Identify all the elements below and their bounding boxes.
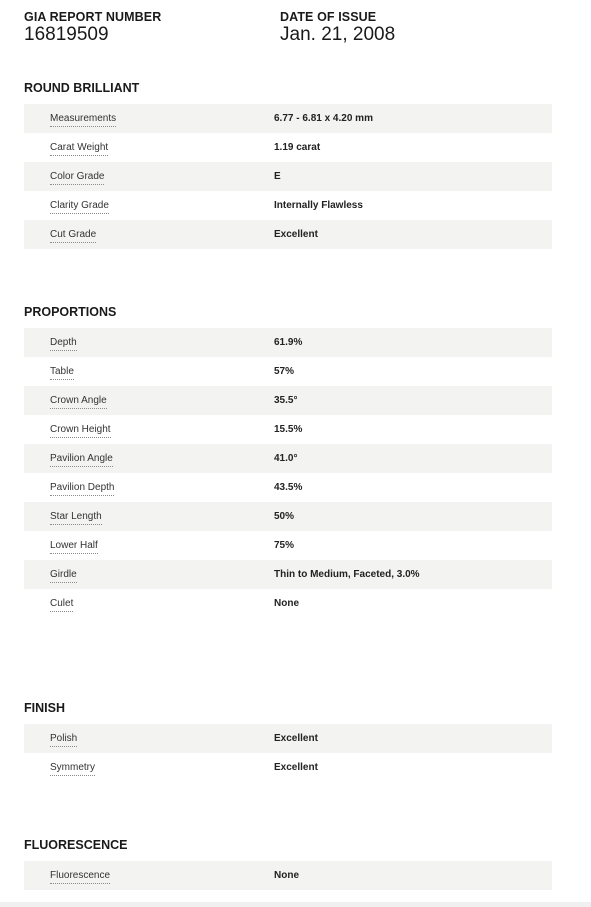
report-number-label: GIA REPORT NUMBER [24,10,162,24]
row-value: Excellent [274,762,318,773]
row-label[interactable]: Depth [50,337,77,351]
section-finish [24,700,552,782]
row-value: 43.5% [274,482,303,493]
row-label[interactable]: Polish [50,733,77,747]
grading-row [24,502,552,531]
row-value: 35.5° [274,395,298,406]
row-value: 61.9% [274,337,303,348]
grading-row [24,386,552,415]
issue-date-block [280,10,395,45]
row-label[interactable]: Fluorescence [50,870,110,884]
row-value: Excellent [274,229,318,240]
report-number-block [24,10,161,45]
row-label[interactable]: Color Grade [50,171,104,185]
row-label[interactable]: Girdle [50,569,77,583]
bottom-strip [0,902,591,907]
section-proportions [24,304,552,618]
issue-date: Jan. 21, 2008 [280,24,396,45]
grading-row [24,531,552,560]
row-value: Thin to Medium, Faceted, 3.0% [274,569,420,580]
grading-row [24,415,552,444]
row-value: Internally Flawless [274,200,363,211]
row-value: 6.77 - 6.81 x 4.20 mm [274,113,373,124]
grading-row [24,560,552,589]
grading-row [24,473,552,502]
section-fluorescence [24,837,552,890]
grading-row [24,357,552,386]
row-value: 41.0° [274,453,298,464]
grading-row [24,589,552,618]
section-title: FLUORESCENCE [24,838,128,852]
row-label[interactable]: Star Length [50,511,102,525]
row-label[interactable]: Culet [50,598,73,612]
grading-row [24,133,552,162]
grading-row [24,191,552,220]
grading-row [24,328,552,357]
row-value: None [274,598,299,609]
section-title: FINISH [24,701,65,715]
row-value: None [274,870,299,881]
row-value: E [274,171,281,182]
row-label[interactable]: Crown Height [50,424,111,438]
row-label[interactable]: Measurements [50,113,116,127]
grading-row [24,444,552,473]
section-title: PROPORTIONS [24,305,117,319]
row-label[interactable]: Crown Angle [50,395,107,409]
section-shape [24,80,552,249]
row-label[interactable]: Symmetry [50,762,95,776]
row-value: 1.19 carat [274,142,321,153]
report-header [0,0,591,72]
grading-row [24,220,552,249]
row-label[interactable]: Pavilion Angle [50,453,113,467]
section-title: ROUND BRILLIANT [24,81,140,95]
grading-row [24,724,552,753]
row-label[interactable]: Carat Weight [50,142,108,156]
row-label[interactable]: Cut Grade [50,229,96,243]
issue-date-label: DATE OF ISSUE [280,10,377,24]
row-value: Excellent [274,733,318,744]
row-label[interactable]: Table [50,366,74,380]
grading-row [24,753,552,782]
row-value: 50% [274,511,295,522]
row-value: 15.5% [274,424,303,435]
row-value: 57% [274,366,295,377]
row-label[interactable]: Pavilion Depth [50,482,114,496]
grading-row [24,104,552,133]
grading-row [24,861,552,890]
report-number: 16819509 [24,24,109,45]
grading-row [24,162,552,191]
row-label[interactable]: Lower Half [50,540,98,554]
row-label[interactable]: Clarity Grade [50,200,109,214]
row-value: 75% [274,540,295,551]
